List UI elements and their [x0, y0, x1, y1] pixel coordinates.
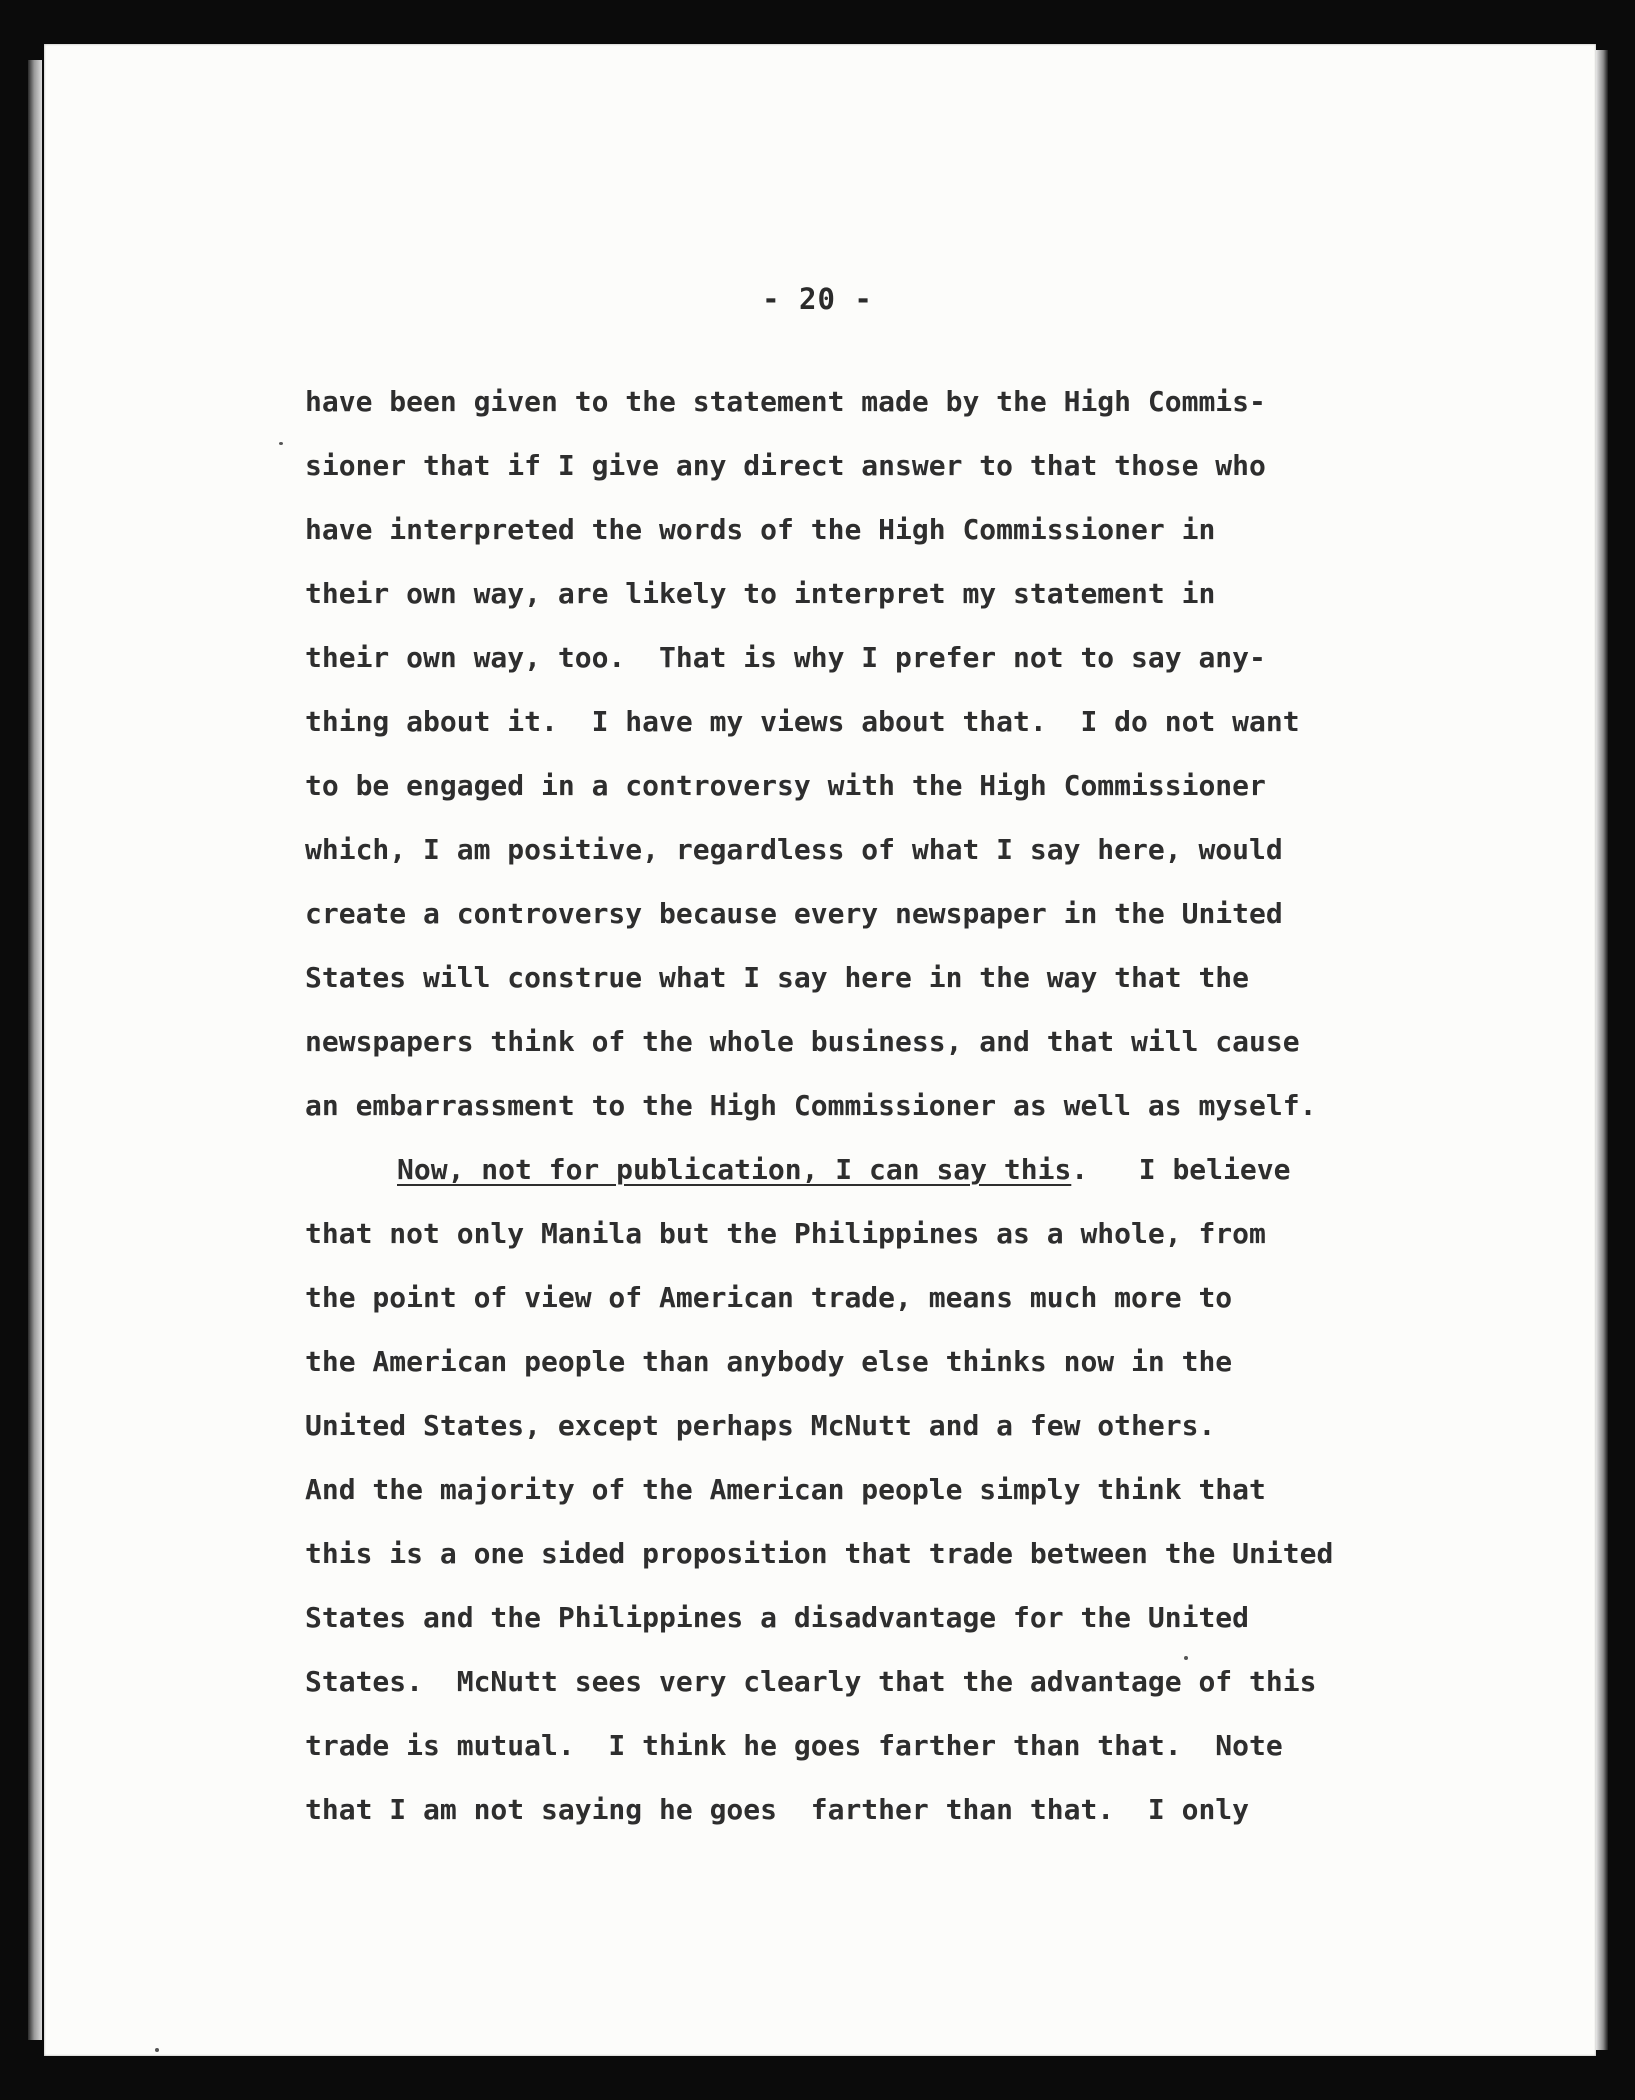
text-line: which, I am positive, regardless of what I say here, would	[305, 833, 1283, 866]
body-text	[305, 370, 1505, 1842]
text-line: United States, except perhaps McNutt and a few others.	[305, 1409, 1216, 1442]
text-line: their own way, are likely to interpret my statement in	[305, 577, 1216, 610]
text-line: have been given to the statement made by the High Commis-	[305, 385, 1266, 418]
text-line: States and the Philippines a disadvantage for the United	[305, 1601, 1250, 1634]
text-line-rest: . I believe	[1071, 1153, 1291, 1186]
text-line: And the majority of the American people simply think that	[305, 1473, 1266, 1506]
paragraph-start-line	[305, 1138, 1505, 1202]
ink-speck	[279, 442, 283, 445]
paper-edge-left	[28, 60, 42, 2040]
text-line: to be engaged in a controversy with the High Commissioner	[305, 769, 1266, 802]
text-line: the American people than anybody else thinks now in the	[305, 1345, 1233, 1378]
underlined-phrase: Now, not for publication, I can say this	[397, 1153, 1072, 1186]
text-line: their own way, too. That is why I prefer not to say any-	[305, 641, 1266, 674]
text-line: that not only Manila but the Philippines as a whole, from	[305, 1217, 1266, 1250]
text-line: that I am not saying he goes farther than that. I only	[305, 1793, 1250, 1826]
page-number: - 20 -	[762, 282, 873, 316]
ink-speck	[155, 2048, 159, 2052]
text-line: the point of view of American trade, means much more to	[305, 1281, 1233, 1314]
text-line: States will construe what I say here in the way that the	[305, 961, 1250, 994]
text-line: States. McNutt sees very clearly that the advantage of this	[305, 1665, 1317, 1698]
text-line: trade is mutual. I think he goes farther than that. Note	[305, 1729, 1283, 1762]
text-line: an embarrassment to the High Commissioner as well as myself.	[305, 1089, 1317, 1122]
text-line: sioner that if I give any direct answer to that those who	[305, 449, 1266, 482]
paper-edge-right	[1596, 50, 1608, 2050]
text-line: this is a one sided proposition that trade between the United	[305, 1537, 1334, 1570]
text-line: have interpreted the words of the High Commissioner in	[305, 513, 1216, 546]
text-line: newspapers think of the whole business, and that will cause	[305, 1025, 1300, 1058]
text-line: create a controversy because every newspaper in the United	[305, 897, 1283, 930]
text-line: thing about it. I have my views about that. I do not want	[305, 705, 1300, 738]
